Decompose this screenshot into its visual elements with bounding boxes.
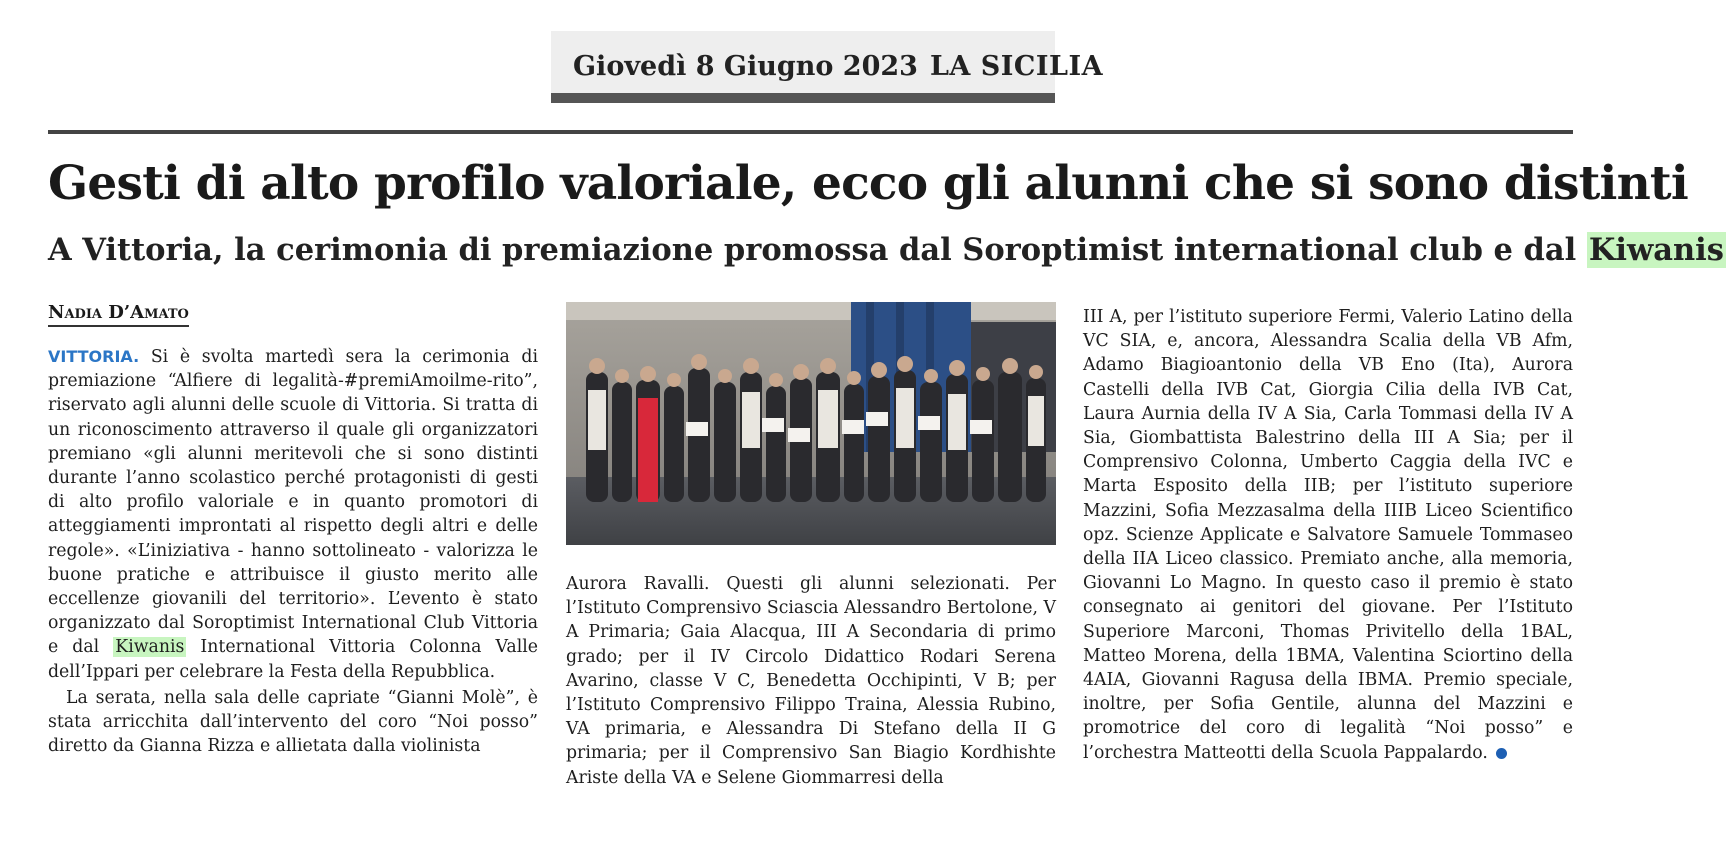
column-3 bbox=[1083, 305, 1573, 765]
issue-date: Giovedì 8 Giugno 2023 bbox=[573, 51, 918, 82]
group-photo bbox=[566, 302, 1056, 545]
highlight-kiwanis: Kiwanis bbox=[115, 637, 185, 658]
masthead-bar bbox=[551, 93, 1055, 103]
top-rule bbox=[48, 130, 1573, 134]
masthead-line bbox=[573, 51, 1103, 82]
paragraph-2: La serata, nella sala delle capriate “Gianni Molè”, è stata arricchita dall’intervento del coro “Noi posso” diretto da Gianna Rizza e allietata dalla violinista bbox=[48, 687, 538, 757]
dateline: VITTORIA. bbox=[48, 347, 140, 366]
subheadline-highlight: Kiwanis bbox=[1588, 232, 1724, 268]
subheadline-text: A Vittoria, la cerimonia di premiazione promossa dal Soroptimist international club e dal bbox=[48, 232, 1587, 268]
column-1 bbox=[48, 345, 538, 758]
newspaper-name: LA SICILIA bbox=[929, 51, 1104, 82]
paragraph-1-text-b: International Vittoria Colonna Valle dell’Ippari per celebrare la Festa della Repubblica. bbox=[48, 637, 538, 682]
paragraph-1-text-a: Si è svolta martedì sera la cerimonia di premiazione “Alfiere di legalità-#premiAmoilme-rito”, riservato agli alunni delle scuole di Vittoria. Si tratta di un riconoscimento attraverso il quale gli organizzatori premiano «gli alunni meritevoli che si sono distinti durante l’anno scolastico perché protagonisti di gesti di alto profilo valoriale e in quanto promotori di atteggiamenti improntati al rispetto degli altri e delle regole». «L’iniziativa - hanno sottolineato - valorizza le buone pratiche e attribuisce il giusto merito alle eccellenze giovanili del territorio». L’evento è stato organizzato dal Soroptimist International Club Vittoria e dal bbox=[48, 347, 538, 658]
paragraph-3: Aurora Ravalli. Questi gli alunni selezionati. Per l’Istituto Comprensivo Sciascia Alessandro Bertolone, V A Primaria; Gaia Alacqua, III A Secondaria di primo grado; per il IV Circolo Didattico Rodari Serena Avarino, classe V C, Benedetta Occhipinti, V B; per l’Istituto Comprensivo Filippo Traina, Alessia Rubino, VA primaria, e Alessandra Di Stefano della II G primaria; per il Comprensivo San Biagio Kordhishte Ariste della VA e Selene Giommarresi della bbox=[566, 574, 1056, 788]
masthead bbox=[551, 31, 1104, 103]
headline: Gesti di alto profilo valoriale, ecco gli alunni che si sono distinti bbox=[48, 156, 1688, 211]
paragraph-4-text: III A, per l’istituto superiore Fermi, Valerio Latino della VC SIA, e, ancora, Alessandra Scalia della VB Afm, Adamo Biagioantonio della VB Eno (Ita), Aurora Castelli della IVB Cat, Giorgia Cilia della IVB Cat, Laura Aurnia della IV A Sia, Carla Tommasi della IV A Sia, Giombattista Balestrino della III A Sia; per il Comprensivo Colonna, Umberto Caggia della IVC e Marta Esposito della IIB; per l’istituto superiore Mazzini, Sofia Mezzasalma della IIIB Liceo Scientifico opz. Scienze Applicate e Salvatore Samuele Tommaseo della IIA Liceo classico. Premiato anche, alla memoria, Giovanni Lo Magno. In questo caso il premio è stato consegnato ai genitori del giovane. Per l’Istituto Superiore Marconi, Thomas Privitello della 1BAL, Matteo Morena, della 1BMA, Valentina Sciortino della 4AIA, Giovanni Ragusa della IBMA. Premio speciale, inoltre, per Sofia Gentile, alunna del Mazzini e promotrice del coro di legalità “Noi posso” e l’orchestra Matteotti della Scuola Pappalardo. bbox=[1083, 307, 1573, 763]
paragraph-4 bbox=[1083, 305, 1573, 765]
paragraph-1 bbox=[48, 345, 538, 684]
end-marker-icon bbox=[1496, 748, 1507, 759]
byline: Nadia D’Amato bbox=[48, 302, 189, 327]
group-photo-image bbox=[566, 302, 1056, 545]
column-2 bbox=[566, 572, 1056, 790]
subheadline bbox=[48, 232, 1726, 268]
